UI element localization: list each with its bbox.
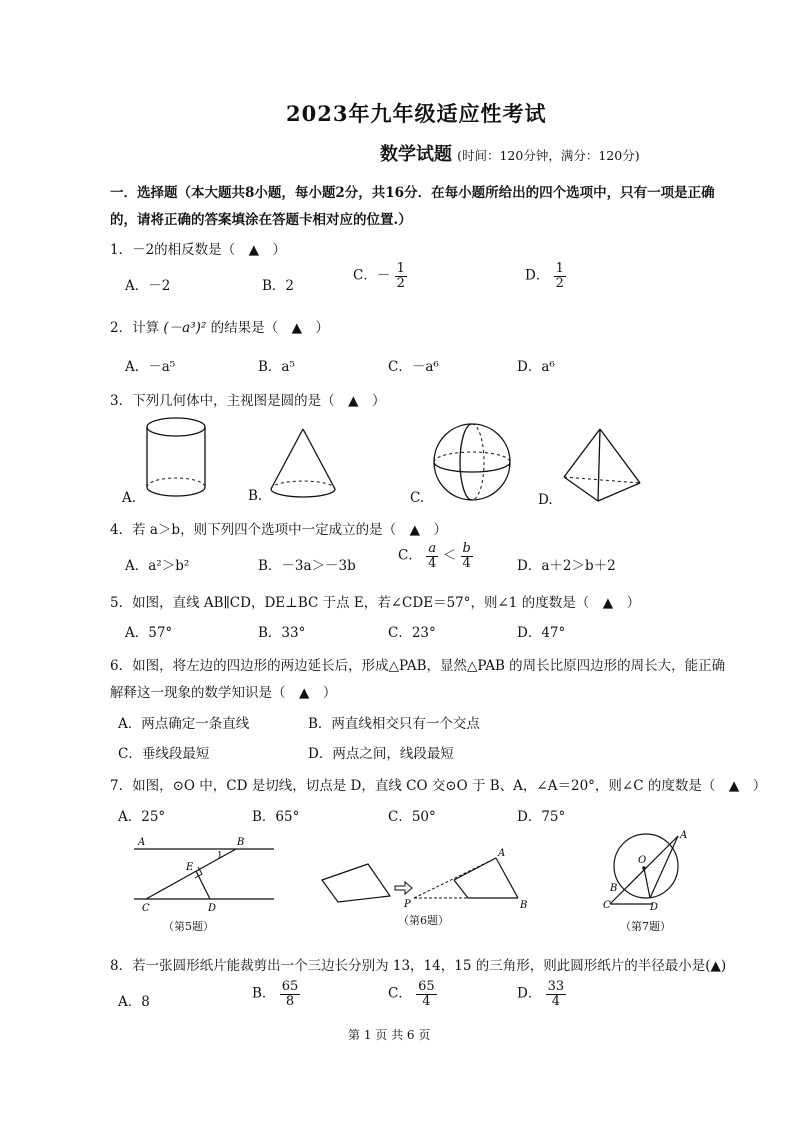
- q1-option-d-fraction: [554, 262, 566, 290]
- q2-stem-prefix: 2．计算: [110, 320, 160, 336]
- fig5-label-d: D: [208, 903, 217, 914]
- q2-stem-suffix: 的结果是（ ▲ ）: [210, 320, 329, 336]
- q4-option-c-right-denominator: 4: [462, 555, 471, 571]
- q8-option-d-prefix: D．: [517, 985, 542, 1002]
- figure-5: [128, 834, 278, 914]
- q6-option-b: B．两直线相交只有一个交点: [308, 716, 480, 732]
- q4-option-c: [398, 542, 473, 570]
- q4-option-c-right-numerator: b: [462, 541, 471, 556]
- arrow-icon: [395, 882, 412, 894]
- q8-option-d-denominator: 4: [551, 993, 561, 1009]
- line-ad: [650, 836, 678, 898]
- q7-option-a: A．25°: [118, 809, 166, 825]
- q8-option-a: A．8: [118, 994, 150, 1010]
- fig6-label-b: B: [520, 900, 528, 911]
- q8-option-c-prefix: C．: [388, 985, 412, 1002]
- figure-6: [318, 844, 538, 914]
- q4-option-c-operator: ＜: [442, 547, 457, 564]
- fig7-label-c: C: [603, 900, 611, 911]
- cone-figure: [265, 425, 341, 505]
- section-heading-line1: 一．选择题（本大题共8小题，每小题2分，共16分．在每小题所给出的四个选项中，只有一项是正确: [110, 185, 715, 201]
- q5-option-a: A．57°: [125, 625, 173, 641]
- q8-option-d-fraction: [546, 980, 567, 1008]
- q1-option-b: B．2: [262, 278, 295, 294]
- fig6-label-p: P: [404, 899, 411, 910]
- q7-option-d: D．75°: [517, 809, 566, 825]
- q8-option-b-denominator: 8: [285, 993, 295, 1009]
- line-pa-solid: [454, 858, 496, 880]
- q3-option-d: D.: [538, 492, 553, 508]
- q1-option-c-numerator: 1: [396, 261, 405, 276]
- exam-subtitle: [380, 140, 640, 166]
- fig6-label-a: A: [498, 848, 506, 859]
- q8-option-c-denominator: 4: [422, 993, 431, 1009]
- pyramid-figure: [560, 425, 646, 505]
- q1-option-d-prefix: D．: [525, 267, 550, 284]
- q1-option-d: [525, 262, 566, 290]
- fig7-label-b: B: [610, 883, 618, 894]
- q1-option-c-prefix: C．－: [353, 267, 391, 284]
- q6-option-a: A．两点确定一条直线: [118, 716, 250, 732]
- q3-stem: 3．下列几何体中，主视图是圆的是（ ▲ ）: [110, 393, 386, 409]
- q8-option-b: [252, 980, 300, 1008]
- figure-6-caption: （第6题）: [398, 914, 449, 927]
- q8-option-c-fraction: [416, 980, 437, 1008]
- sphere-figure: [430, 420, 514, 504]
- q1-option-c-denominator: 2: [396, 275, 405, 291]
- fig5-label-a: A: [138, 837, 146, 848]
- q4-option-c-left-denominator: 4: [428, 555, 437, 571]
- q2-stem: [110, 316, 329, 336]
- q3-option-a: A.: [122, 490, 137, 506]
- q2-option-c: C．－a⁶: [388, 359, 439, 375]
- section-heading-line2: 的，请将正确的答案填涂在答题卡相对应的位置.）: [110, 212, 412, 228]
- q4-option-a: A．a²＞b²: [125, 558, 190, 574]
- q4-stem: 4．若 a＞b，则下列四个选项中一定成立的是（ ▲ ）: [110, 522, 447, 538]
- q6-stem-line1: 6．如图，将左边的四边形的两边延长后，形成△PAB，显然△PAB 的周长比原四边形的周长大，能正确: [110, 658, 726, 674]
- q4-option-c-left-numerator: a: [428, 541, 437, 556]
- figure-5-caption: （第5题）: [163, 920, 214, 933]
- page-number: 第 1 页 共 6 页: [348, 1028, 431, 1042]
- circle-o: [614, 834, 678, 898]
- line-de: [196, 871, 210, 899]
- inner-side: [454, 880, 468, 898]
- q1-option-d-numerator: 1: [555, 261, 564, 276]
- q4-option-d: D．a＋2＞b＋2: [517, 558, 616, 574]
- fig7-label-d: D: [650, 902, 659, 912]
- q6-option-d: D．两点之间，线段最短: [308, 746, 454, 762]
- time-score-note: (时间：120分钟，满分：120分): [457, 148, 640, 163]
- q8-option-c: [388, 980, 437, 1008]
- line-od: [644, 868, 650, 898]
- fig7-label-o: O: [638, 855, 647, 866]
- q5-stem: 5．如图，直线 AB∥CD，DE⊥BC 于点 E，若∠CDE＝57°，则∠1 的度数是（ ▲ ）: [110, 595, 641, 611]
- q5-option-d: D．47°: [517, 625, 566, 641]
- q5-option-b: B．33°: [258, 625, 306, 641]
- q1-option-c-fraction: [395, 262, 407, 290]
- q4-option-b: B．－3a＞－3b: [258, 558, 356, 574]
- fig5-label-angle1: 1: [217, 851, 223, 861]
- q4-option-c-prefix: C．: [398, 547, 422, 564]
- q7-stem: 7．如图，⊙O 中，CD 是切线，切点是 D，直线 CO 交⊙O 于 B、A，∠A＝20°，则∠C 的度数是（ ▲ ）: [110, 778, 767, 794]
- subject-title: 数学试题: [380, 144, 452, 165]
- q3-option-c: C.: [410, 490, 425, 506]
- fig7-label-a: A: [680, 830, 688, 841]
- q4-option-c-right-fraction: [461, 542, 473, 570]
- q6-option-c: C．垂线段最短: [118, 746, 210, 762]
- q5-option-c: C．23°: [388, 625, 436, 641]
- center-dot: [642, 866, 646, 870]
- fig5-label-e: E: [186, 862, 194, 873]
- q8-option-d-numerator: 33: [547, 979, 565, 994]
- q1-stem: 1．－2的相反数是（ ▲ ）: [110, 242, 287, 258]
- cylinder-figure: [140, 415, 212, 505]
- q2-option-b: B．a⁵: [258, 359, 295, 375]
- q8-option-d: [517, 980, 566, 1008]
- q2-option-d: D．a⁶: [517, 359, 555, 375]
- q8-option-b-numerator: 65: [281, 979, 299, 994]
- fig5-label-b: B: [237, 837, 245, 848]
- q8-stem: 8．若一张圆形纸片能裁剪出一个三边长分别为 13，14，15 的三角形，则此圆形纸片的半径最小是(▲): [110, 958, 727, 974]
- q8-option-b-fraction: [280, 980, 301, 1008]
- q3-option-b: B.: [248, 488, 263, 504]
- q2-option-a: A．－a⁵: [125, 359, 176, 375]
- q4-option-c-left-fraction: [426, 542, 438, 570]
- q1-option-d-denominator: 2: [555, 275, 564, 291]
- q7-option-b: B．65°: [252, 809, 300, 825]
- q7-option-c: C．50°: [388, 809, 436, 825]
- q2-stem-expression: (－a³)²: [163, 320, 207, 336]
- line-ab-side: [496, 858, 518, 898]
- exam-title: 2023年九年级适应性考试: [286, 101, 547, 126]
- q6-stem-line2: 解释这一现象的数学知识是（ ▲ ）: [110, 685, 337, 701]
- q1-option-a: A．－2: [125, 278, 171, 294]
- figure-7: [600, 828, 695, 912]
- quadrilateral: [322, 864, 390, 902]
- q1-option-c: [353, 262, 407, 290]
- figure-7-caption: （第7题）: [620, 920, 671, 933]
- fig5-label-c: C: [142, 903, 150, 914]
- q8-option-c-numerator: 65: [418, 979, 435, 994]
- q8-option-b-prefix: B．: [252, 985, 276, 1002]
